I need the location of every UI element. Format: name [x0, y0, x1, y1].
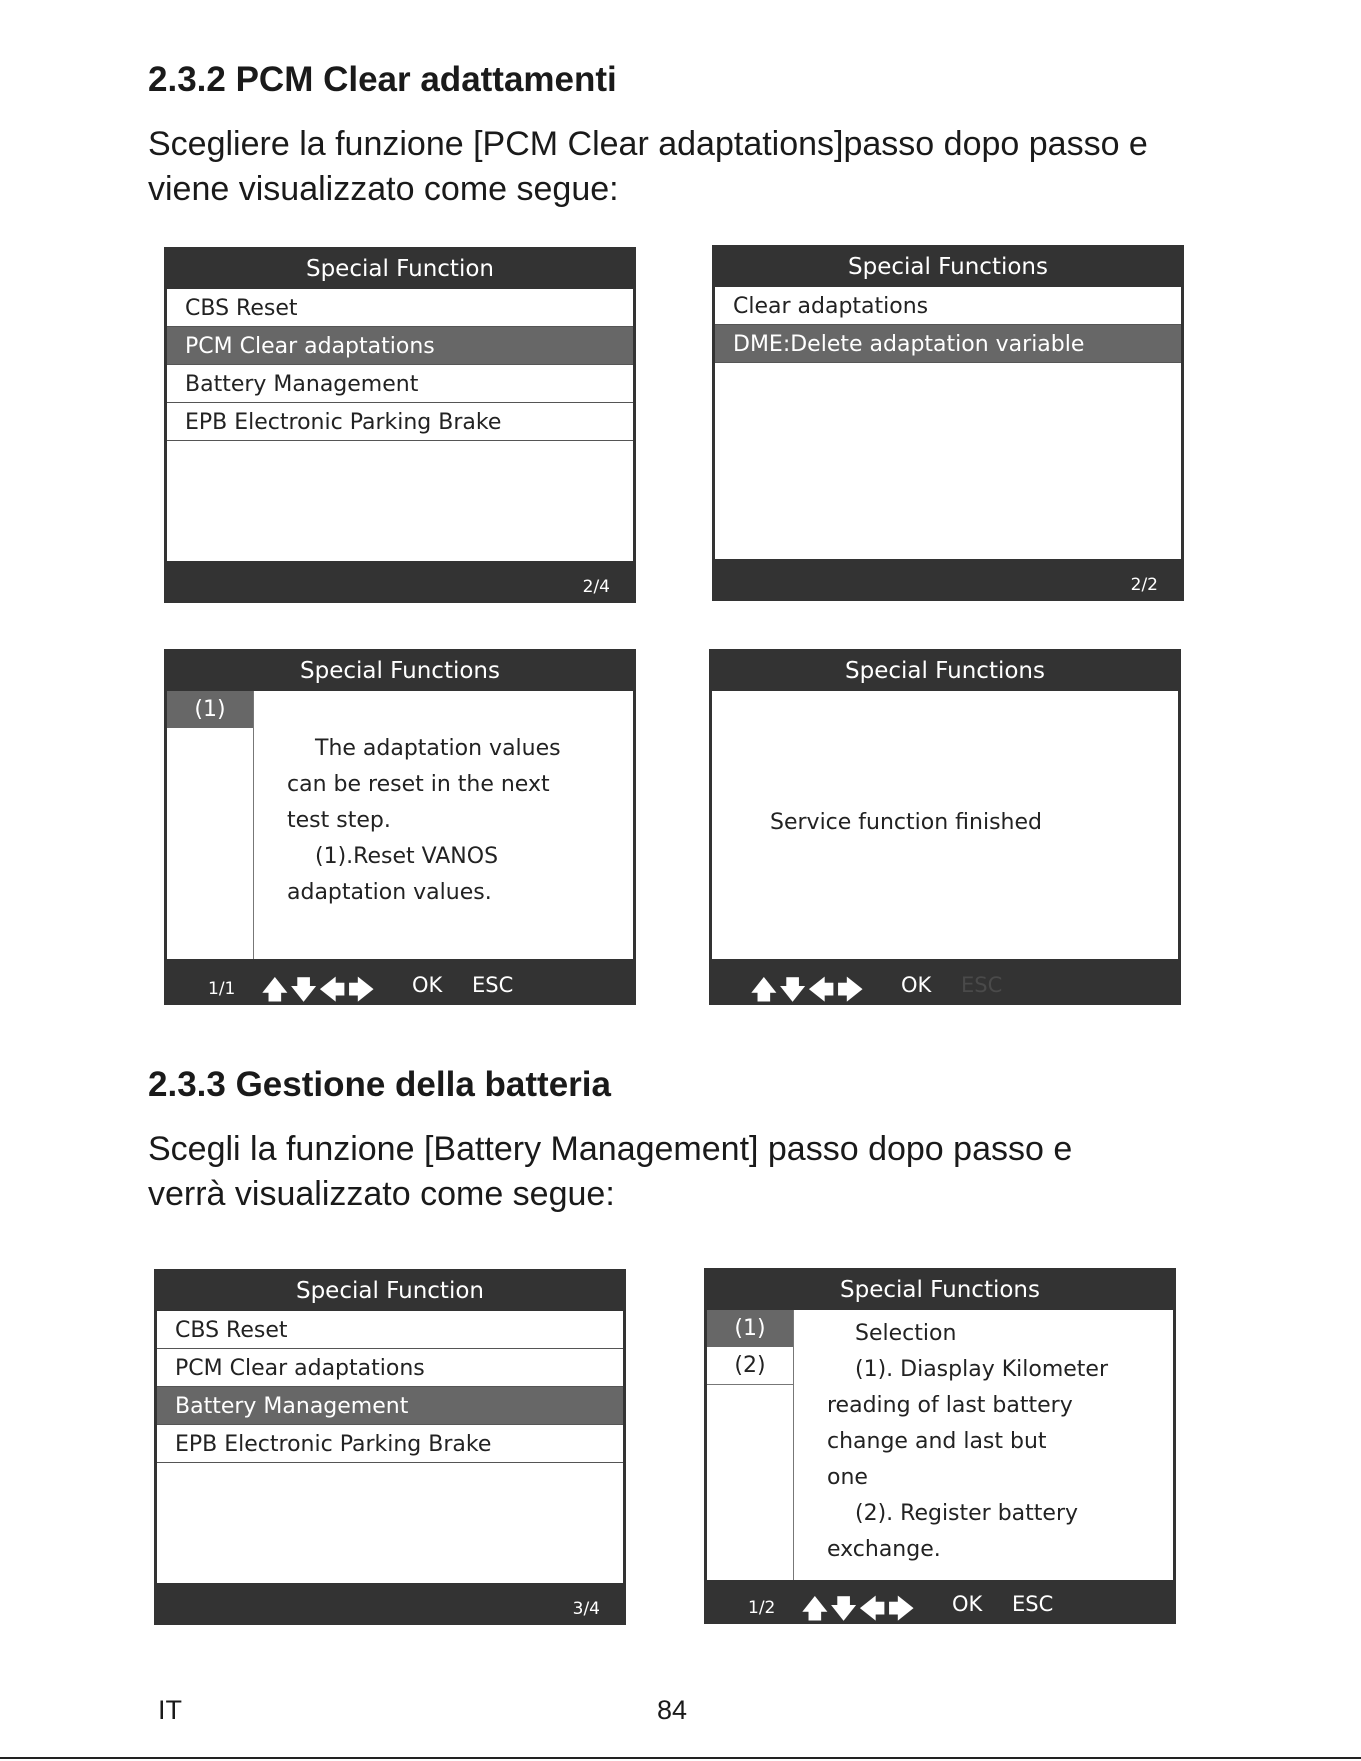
section-intro-pcm	[148, 122, 1248, 212]
page-indicator: 2/2	[1130, 575, 1158, 595]
ok-key[interactable]: OK	[412, 973, 443, 997]
section-heading-battery: 2.3.3 Gestione della batteria	[148, 1065, 611, 1104]
message-panel	[167, 691, 633, 959]
screen-adaptation-reset-info	[164, 649, 636, 1005]
menu-list	[167, 289, 633, 561]
intro-line: viene visualizzato come segue:	[148, 170, 619, 208]
esc-key[interactable]: ESC	[472, 973, 514, 997]
ok-key[interactable]: OK	[901, 973, 932, 997]
screen-footer	[154, 1585, 626, 1625]
message-line: can be reset in the next	[287, 772, 550, 797]
instruction-text	[827, 1316, 1108, 1568]
screen-title: Special Function	[305, 256, 494, 282]
message-line: test step.	[287, 808, 391, 833]
message-line: change and last but	[827, 1429, 1047, 1454]
option-1[interactable]: (1)	[707, 1310, 793, 1347]
screen-footer	[709, 965, 1181, 1005]
menu-item-battery-management[interactable]: Battery Management	[157, 1387, 623, 1425]
message-line: (1). Diasplay Kilometer	[855, 1357, 1108, 1382]
screen-battery-selection	[704, 1268, 1176, 1624]
instruction-text	[287, 731, 561, 911]
page-indicator: 3/4	[572, 1599, 600, 1619]
option-column	[167, 691, 254, 959]
intro-line: Scegliere la funzione [PCM Clear adaptations]passo dopo passo e	[148, 125, 1148, 163]
esc-key: ESC	[961, 973, 1003, 997]
page-indicator: 1/2	[748, 1598, 776, 1618]
message-line: The adaptation values	[315, 736, 561, 761]
screen-special-functions-submenu	[712, 245, 1184, 601]
message-line: (2). Register battery	[855, 1501, 1079, 1526]
esc-key[interactable]: ESC	[1012, 1592, 1054, 1616]
menu-item-cbs-reset[interactable]: CBS Reset	[157, 1311, 623, 1349]
message-panel	[712, 691, 1178, 959]
message-line: Selection	[855, 1321, 957, 1346]
message-line: adaptation values.	[287, 880, 492, 905]
status-message: Service function finished	[770, 810, 1042, 835]
arrow-keys-icon[interactable]: 🡅🡇🡄🡆	[262, 975, 378, 1004]
screen-footer	[164, 563, 636, 603]
screen-title: Special Function	[295, 1278, 484, 1304]
option-2[interactable]: (2)	[707, 1347, 793, 1385]
screen-special-function-menu-battery	[154, 1269, 626, 1625]
section-heading-pcm: 2.3.2 PCM Clear adattamenti	[148, 60, 617, 99]
menu-item-pcm-clear-adaptations[interactable]: PCM Clear adaptations	[167, 327, 633, 365]
page-number: 84	[657, 1695, 688, 1725]
screen-footer	[704, 1584, 1176, 1624]
screen-title: Special Functions	[845, 658, 1045, 684]
message-line: reading of last battery	[827, 1393, 1073, 1418]
menu-item-dme-delete-adaptation[interactable]: DME:Delete adaptation variable	[715, 325, 1181, 363]
message-line: one	[827, 1465, 868, 1490]
arrow-keys-icon[interactable]: 🡅🡇🡄🡆	[751, 975, 867, 1004]
section-intro-battery	[148, 1127, 1248, 1217]
page-indicator: 2/4	[582, 577, 610, 597]
screen-footer	[164, 965, 636, 1005]
screen-title: Special Functions	[840, 1277, 1040, 1303]
menu-list	[715, 287, 1181, 559]
menu-item-clear-adaptations[interactable]: Clear adaptations	[715, 287, 1181, 325]
arrow-keys-icon[interactable]: 🡅🡇🡄🡆	[802, 1594, 918, 1623]
menu-item-epb[interactable]: EPB Electronic Parking Brake	[157, 1425, 623, 1463]
menu-item-cbs-reset[interactable]: CBS Reset	[167, 289, 633, 327]
language-label: IT	[158, 1695, 182, 1725]
screen-title: Special Functions	[848, 254, 1048, 280]
menu-item-epb[interactable]: EPB Electronic Parking Brake	[167, 403, 633, 441]
ok-key[interactable]: OK	[952, 1592, 983, 1616]
screen-special-function-menu	[164, 247, 636, 603]
intro-line: verrà visualizzato come segue:	[148, 1175, 615, 1213]
intro-line: Scegli la funzione [Battery Management] passo dopo passo e	[148, 1130, 1073, 1168]
page-indicator: 1/1	[208, 979, 236, 999]
menu-item-pcm-clear-adaptations[interactable]: PCM Clear adaptations	[157, 1349, 623, 1387]
bottom-divider	[0, 1757, 1361, 1759]
option-column	[707, 1310, 794, 1580]
screen-footer	[712, 561, 1184, 601]
option-1[interactable]: (1)	[167, 691, 253, 728]
screen-title: Special Functions	[300, 658, 500, 684]
message-panel	[707, 1310, 1173, 1580]
menu-item-battery-management[interactable]: Battery Management	[167, 365, 633, 403]
menu-list	[157, 1311, 623, 1583]
message-line: exchange.	[827, 1537, 941, 1562]
message-line: (1).Reset VANOS	[315, 844, 499, 869]
screen-service-finished	[709, 649, 1181, 1005]
